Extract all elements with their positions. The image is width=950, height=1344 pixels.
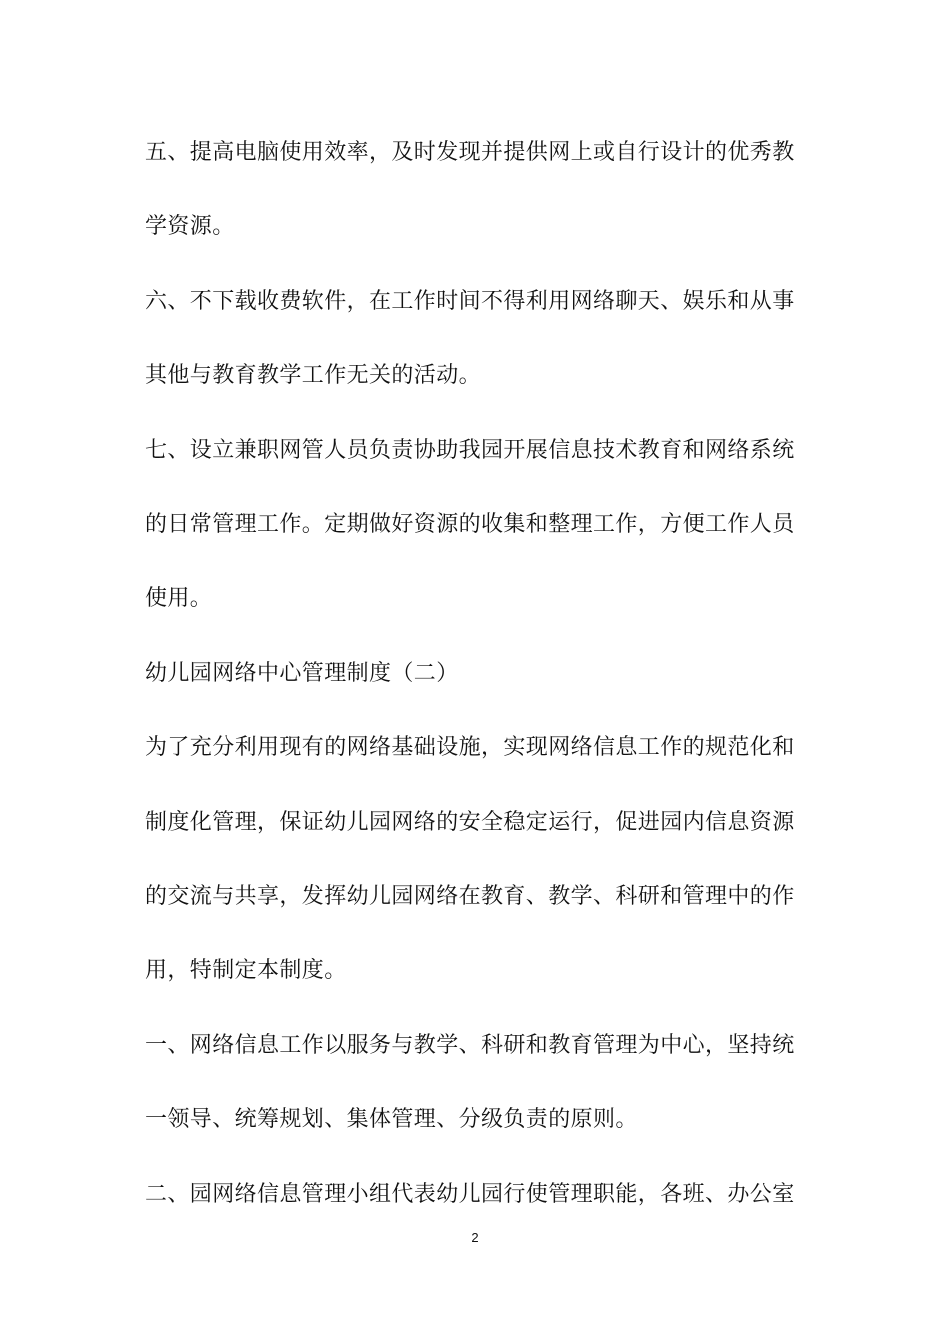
text-line-4: 其他与教育教学工作无关的活动。 <box>145 363 482 388</box>
text-line-3: 六、不下载收费软件，在工作时间不得利用网络聊天、娱乐和从事 <box>145 289 795 314</box>
text-line-1: 五、提高电脑使用效率，及时发现并提供网上或自行设计的优秀教 <box>145 140 795 165</box>
text-line-2: 学资源。 <box>145 214 235 239</box>
text-line-6: 的日常管理工作。定期做好资源的收集和整理工作，方便工作人员 <box>145 512 795 537</box>
text-line-12: 用，特制定本制度。 <box>145 958 347 983</box>
text-line-15: 二、园网络信息管理小组代表幼儿园行使管理职能，各班、办公室 <box>145 1182 795 1207</box>
section-heading: 幼儿园网络中心管理制度（二） <box>145 661 459 686</box>
text-line-9: 为了充分利用现有的网络基础设施，实现网络信息工作的规范化和 <box>145 735 795 760</box>
text-line-13: 一、网络信息工作以服务与教学、科研和教育管理为中心，坚持统 <box>145 1033 795 1058</box>
text-line-7: 使用。 <box>145 586 213 611</box>
text-line-14: 一领导、统筹规划、集体管理、分级负责的原则。 <box>145 1107 638 1132</box>
text-line-11: 的交流与共享，发挥幼儿园网络在教育、教学、科研和管理中的作 <box>145 884 795 909</box>
text-line-10: 制度化管理，保证幼儿园网络的安全稳定运行，促进园内信息资源 <box>145 810 795 835</box>
text-line-5: 七、设立兼职网管人员负责协助我园开展信息技术教育和网络系统 <box>145 438 795 463</box>
page-number: 2 <box>471 1230 479 1245</box>
